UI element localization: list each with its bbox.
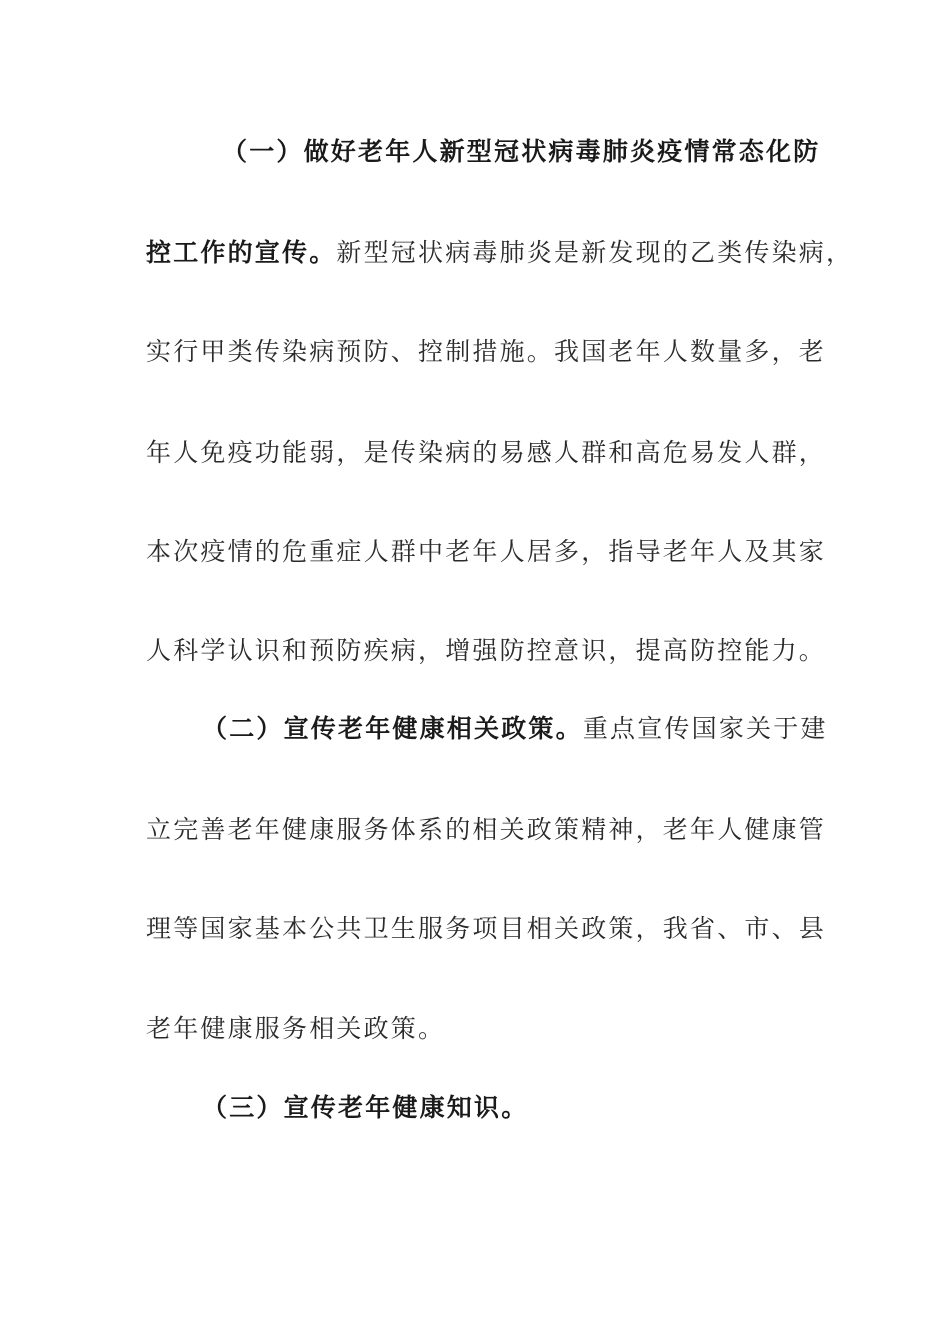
section1-body-line3: 年人免疫功能弱，是传染病的易感人群和高危易发人群， xyxy=(146,438,827,467)
section1-heading-part1: （一）做好老年人新型冠状病毒肺炎疫情常态化防 xyxy=(222,137,821,166)
section1-line2 xyxy=(146,236,853,270)
section2-body-line2: 立完善老年健康服务体系的相关政策精神，老年人健康管 xyxy=(146,815,827,844)
section2-line1 xyxy=(202,712,828,746)
section3-heading: （三）宣传老年健康知识。 xyxy=(202,1093,529,1122)
section1-heading-line1 xyxy=(222,135,820,169)
section1-body-line5: 人科学认识和预防疾病，增强防控意识，提高防控能力。 xyxy=(146,636,827,665)
section2-body-line1: 重点宣传国家关于建 xyxy=(582,714,828,743)
section1-heading-part2: 控工作的宣传。 xyxy=(146,238,337,267)
section2-body-line4: 老年健康服务相关政策。 xyxy=(146,1014,446,1043)
section2-heading: （二）宣传老年健康相关政策。 xyxy=(202,714,583,743)
section1-body-line4: 本次疫情的危重症人群中老年人居多，指导老年人及其家 xyxy=(146,537,827,566)
section1-body-line2: 实行甲类传染病预防、控制措施。我国老年人数量多，老 xyxy=(146,337,827,366)
section2-body-line3: 理等国家基本公共卫生服务项目相关政策，我省、市、县 xyxy=(146,914,827,943)
section1-body-line1: 新型冠状病毒肺炎是新发现的乙类传染病， xyxy=(336,238,854,267)
